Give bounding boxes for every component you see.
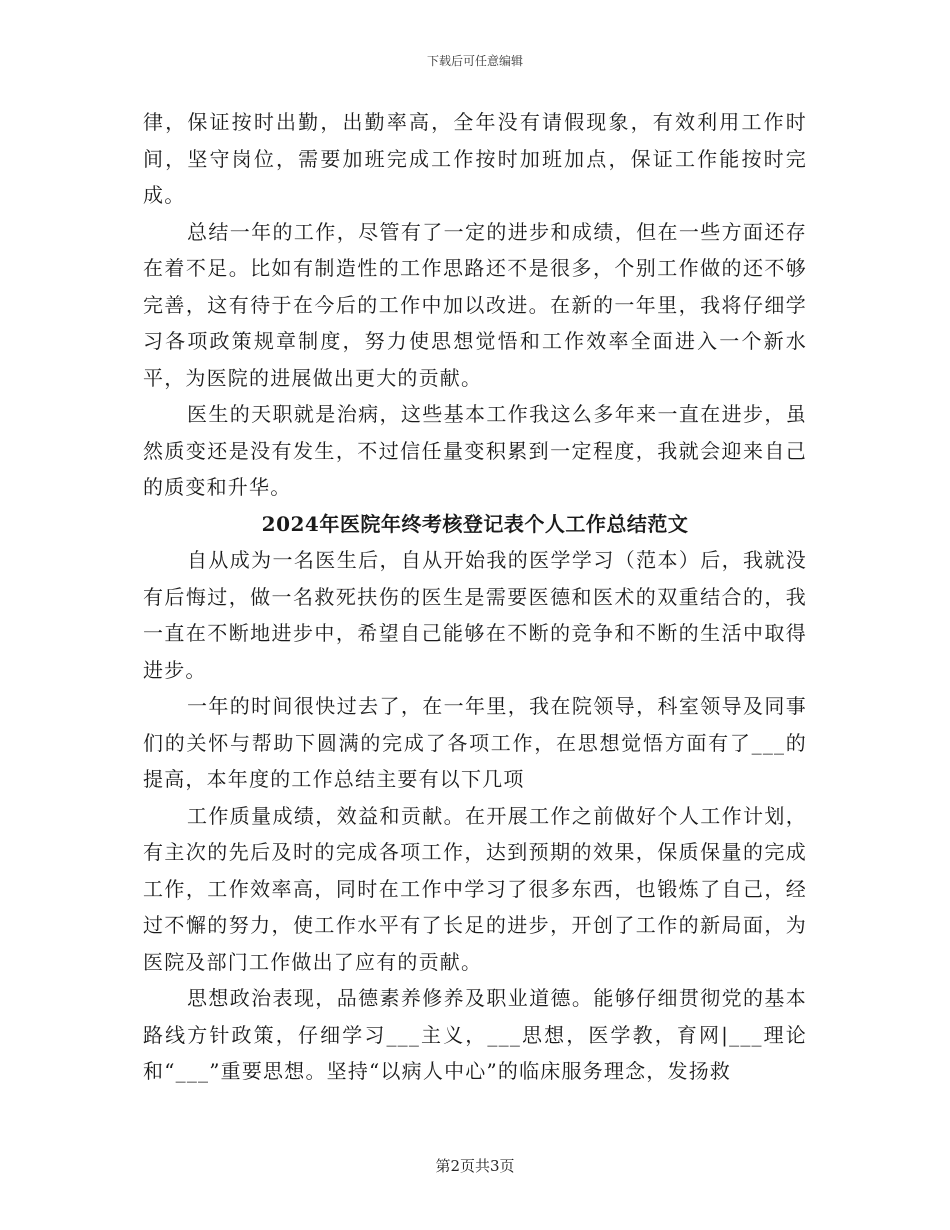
page-header: 下载后可任意编辑 [426,54,523,68]
paragraph-political-performance: 思想政治表现，品德素养修养及职业道德。能够仔细贯彻党的基本路线方针政策，仔细学习___主义，___思想，医学教，育网|___理论和“___”重要思想。坚持“以病人中心”的临床服务理念，发扬救 [143,986,807,1083]
paragraph-continuation: 律，保证按时出勤，出勤率高，全年没有请假现象，有效利用工作时间，坚守岗位，需要加班完成工作按时加班加点，保证工作能按时完成。 [143,110,807,207]
paragraph-doctor-duty: 医生的天职就是治病，这些基本工作我这么多年来一直在进步，虽然质变还是没有发生，不过信任量变积累到一定程度，我就会迎来自己的质变和升华。 [143,402,807,499]
paragraph-since-becoming-doctor: 自从成为一名医生后，自从开始我的医学学习（范本）后，我就没有后悔过，做一名救死扶伤的医生是需要医德和医术的双重结合的，我一直在不断地进步中，希望自己能够在不断的竞争和不断的生活中取得进步。 [143,548,807,682]
page-footer: 第2页共3页 [435,1157,515,1175]
paragraph-year-review: 一年的时间很快过去了，在一年里，我在院领导，科室领导及同事们的关怀与帮助下圆满的完成了各项工作，在思想觉悟方面有了___的提高，本年度的工作总结主要有以下几项 [143,694,807,791]
section-heading: 2024年医院年终考核登记表个人工作总结范文 [261,511,689,536]
paragraph-summary: 总结一年的工作，尽管有了一定的进步和成绩，但在一些方面还存在着不足。比如有制造性的工作思路还不是很多，个别工作做的还不够完善，这有待于在今后的工作中加以改进。在新的一年里，我将仔细学习各项政策规章制度，努力使思想觉悟和工作效率全面进入一个新水平，为医院的进展做出更大的贡献。 [143,219,807,390]
paragraph-work-quality: 工作质量成绩，效益和贡献。在开展工作之前做好个人工作计划，有主次的先后及时的完成各项工作，达到预期的效果，保质保量的完成工作，工作效率高，同时在工作中学习了很多东西，也锻炼了自己，经过不懈的努力，使工作水平有了长足的进步，开创了工作的新局面，为医院及部门工作做出了应有的贡献。 [143,803,807,974]
document-body [143,104,807,1090]
